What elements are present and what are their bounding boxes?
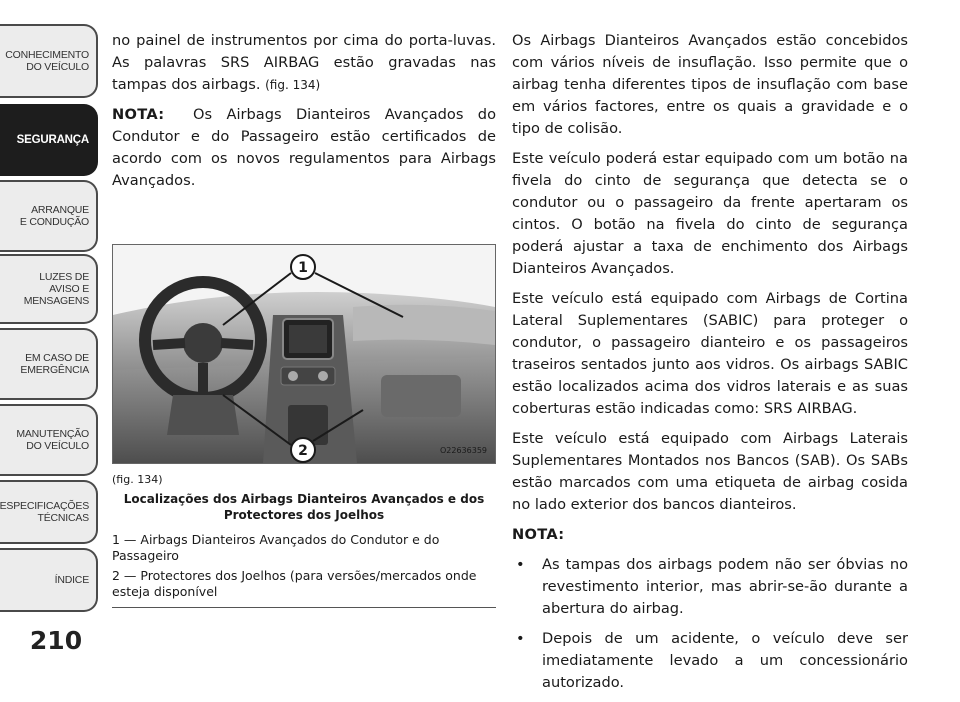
page-number: 210: [29, 626, 83, 655]
tab-seguranca[interactable]: [0, 104, 98, 176]
figure-legend: [112, 532, 496, 604]
figure-title: Localizações dos Airbags Dianteiros Avançados e dos Protectores dos Joelhos: [123, 492, 485, 522]
note-label: NOTA:: [512, 526, 565, 543]
tab-luzes-de-aviso[interactable]: [0, 254, 98, 324]
paragraph: Este veículo poderá estar equipado com um botão na fivela do cinto de segurança que detecta se o condutor ou o passageiro da frente apertaram os cintos. O botão na fivela do cinto de segurança poderá ajustar a taxa de enchimento dos Airbags Dianteiros Avançados.: [512, 150, 908, 277]
note-text: Os Airbags Dianteiros Avançados do Condutor e do Passageiro estão certificados de acordo com os novos regulamentos para Airbags Avançados.: [112, 106, 496, 189]
tab-manutencao-do-veiculo[interactable]: [0, 404, 98, 476]
divider: [112, 607, 496, 608]
tab-label: CONHECIMENTO DO VEÍCULO: [5, 49, 89, 73]
tab-label: MANUTENÇÃO DO VEÍCULO: [16, 428, 89, 452]
left-column: [112, 30, 496, 200]
tab-indice[interactable]: [0, 548, 98, 612]
tab-label: ESPECIFICAÇÕES TÉCNICAS: [0, 500, 89, 524]
figure-reference: (fig. 134): [112, 473, 163, 486]
tab-especificacoes-tecnicas[interactable]: [0, 480, 98, 544]
callout-2-label: 2: [298, 443, 308, 459]
callout-1-label: 1: [298, 260, 308, 276]
paragraph: Os Airbags Dianteiros Avançados estão concebidos com vários níveis de insuflação. Isso permite que o airbag tenha diferentes tipos de insuflação com base em vários factores, entre os quais a gravidade e o tipo de colisão.: [512, 32, 908, 137]
paragraph: [112, 30, 496, 96]
figure-code: O22636359: [439, 446, 487, 455]
tab-label: SEGURANÇA: [16, 134, 89, 146]
tab-label: ARRANQUE E CONDUÇÃO: [19, 204, 89, 228]
paragraph: Este veículo está equipado com Airbags Laterais Suplementares Montados nos Bancos (SAB). Os SABs estão marcados com uma etiqueta de airbag cosida no lado exterior dos bancos dianteiros.: [512, 430, 908, 513]
paragraph-text: no painel de instrumentos por cima do porta-luvas. As palavras SRS AIRBAG estão gravadas nas tampas dos airbags.: [112, 32, 496, 93]
chapter-tabs: [0, 0, 102, 678]
note-heading: [512, 524, 908, 546]
legend-item-2: 2 — Protectores dos Joelhos (para versões/mercados onde esteja disponível: [112, 568, 477, 599]
right-column: [512, 30, 908, 702]
paragraph: Este veículo está equipado com Airbags de Cortina Lateral Suplementares (SABIC) para proteger o condutor, o passageiro dianteiro e os passageiros traseiros sentados junto aos vidros. Os airbags SABIC estão localizados acima dos vidros laterais e as suas coberturas estão indicadas como: SRS AIRBAG.: [512, 290, 908, 417]
tab-conhecimento-do-veiculo[interactable]: [0, 24, 98, 98]
tab-arranque-e-conducao[interactable]: [0, 180, 98, 252]
list-item: • As tampas dos airbags podem não ser óbvias no revestimento interior, mas abrir-se-ão durante a abertura do airbag.: [512, 554, 908, 620]
note-paragraph: [112, 104, 496, 192]
tab-label: LUZES DE AVISO E MENSAGENS: [23, 271, 89, 307]
tab-label: EM CASO DE EMERGÊNCIA: [20, 352, 89, 376]
note-label: NOTA:: [112, 106, 165, 123]
tab-label: ÍNDICE: [54, 574, 89, 586]
figure-reference: (fig. 134): [265, 78, 321, 92]
tab-em-caso-de-emergencia[interactable]: [0, 328, 98, 400]
list-item: • Depois de um acidente, o veículo deve ser imediatamente levado a um concessionário autorizado.: [512, 628, 908, 694]
dashboard-figure: [112, 244, 496, 464]
legend-item-1: 1 — Airbags Dianteiros Avançados do Condutor e do Passageiro: [112, 532, 440, 563]
note-list: [512, 554, 908, 694]
dashboard-illustration: [113, 245, 495, 463]
